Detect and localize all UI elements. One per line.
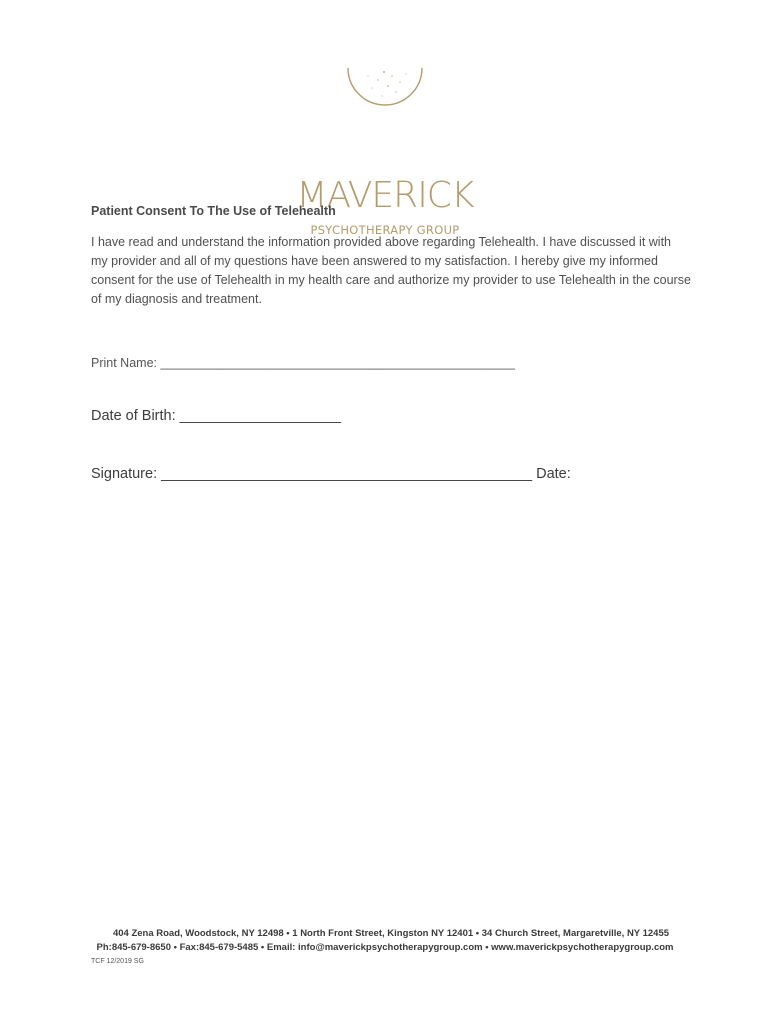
footer-addresses: 404 Zena Road, Woodstock, NY 12498 • 1 North Front Street, Kingston NY 12401 • 34 Church Street, Margaretville, NY 12455: [112, 928, 670, 939]
logo-subtitle: PSYCHOTHERAPY GROUP: [310, 223, 460, 237]
date-of-birth-field[interactable]: Date of Birth: ____________________: [91, 408, 341, 424]
form-title: Patient Consent To The Use of Telehealth: [91, 204, 336, 218]
footer-contact: Ph:845-679-8650 • Fax:845-679-5485 • Email: info@maverickpsychotherapygroup.com • www.maverickpsychotherapygroup.com: [96, 942, 674, 953]
moon-logo-icon: [250, 52, 520, 178]
signature-date-field[interactable]: Signature: ______________________________________________ Date:: [91, 466, 571, 482]
consent-paragraph: I have read and understand the information provided above regarding Telehealth. I have discussed it with my provider and all of my questions have been answered to my satisfaction. I hereby give my informed consent for the use of Telehealth in my health care and authorize my provider to use Telehealth in the course of my diagnosis and treatment.: [91, 235, 691, 306]
print-name-field[interactable]: Print Name: ___________________________________________________: [91, 356, 516, 370]
maverick-logo: [250, 52, 520, 237]
logo-wordmark: MAVERICK: [296, 175, 474, 216]
form-code: TCF 12/2019 SG: [91, 958, 144, 965]
